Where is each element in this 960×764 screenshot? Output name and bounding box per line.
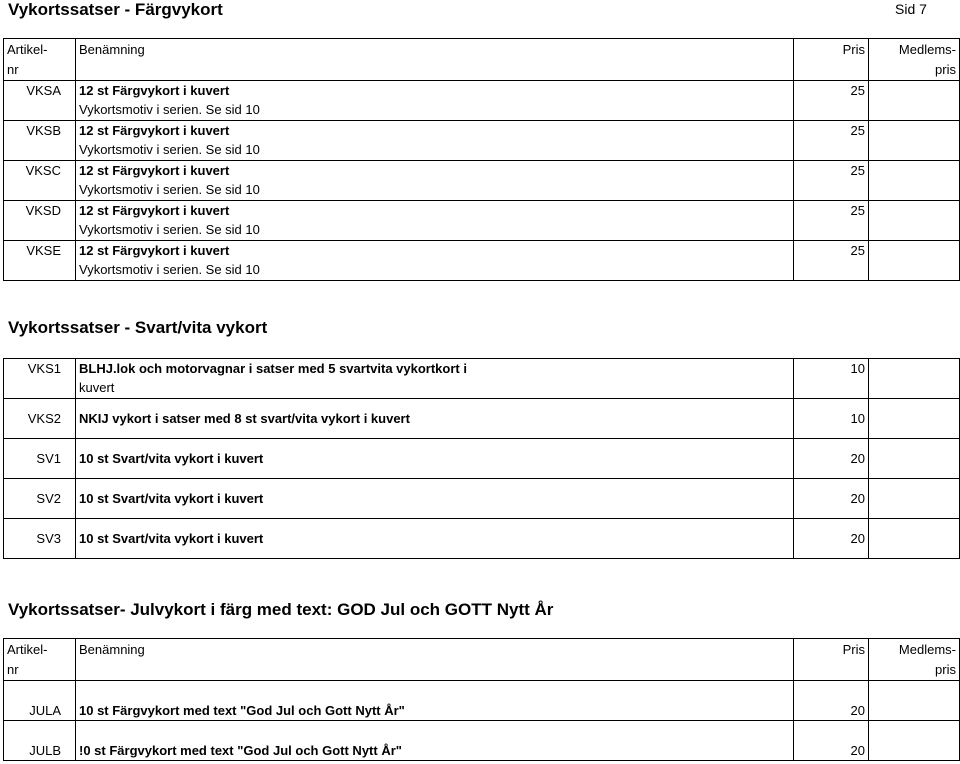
product-subtext: Vykortsmotiv i serien. Se sid 10 — [79, 102, 260, 117]
member-price — [869, 241, 960, 281]
article-number: SV1 — [4, 439, 76, 479]
article-number: SV3 — [4, 519, 76, 559]
product-description — [76, 201, 794, 241]
table-row — [4, 721, 960, 761]
column-header-medlemspris — [869, 39, 960, 81]
article-number: JULB — [4, 721, 76, 761]
product-description — [76, 121, 794, 161]
column-header-artikelnr-line1: Artikel- — [7, 642, 48, 657]
product-name: 10 st Svart/vita vykort i kuvert — [79, 491, 264, 506]
product-table-svartvita — [3, 358, 960, 559]
price: 25 — [794, 121, 869, 161]
product-name: !0 st Färgvykort med text "God Jul och Gott Nytt År" — [79, 743, 402, 758]
product-subtext: Vykortsmotiv i serien. Se sid 10 — [79, 222, 260, 237]
product-subtext: Vykortsmotiv i serien. Se sid 10 — [79, 262, 260, 277]
price: 25 — [794, 81, 869, 121]
table-row — [4, 201, 960, 241]
article-number: VKS2 — [4, 399, 76, 439]
column-header-artikelnr-line2: nr — [7, 62, 19, 77]
product-description — [76, 681, 794, 721]
column-header-artikelnr-line2: nr — [7, 662, 19, 677]
product-name: 12 st Färgvykort i kuvert — [79, 203, 230, 218]
column-header-medlemspris-line1: Medlems- — [898, 42, 956, 57]
article-number: JULA — [4, 681, 76, 721]
price: 25 — [794, 201, 869, 241]
article-number: VKS1 — [4, 359, 76, 399]
price: 10 — [794, 399, 869, 439]
price: 25 — [794, 161, 869, 201]
section-title-julvykort: Vykortssatser- Julvykort i färg med text: GOD Jul och GOTT Nytt År — [8, 600, 554, 619]
product-name: BLHJ.lok och motorvagnar i satser med 5 svartvita vykortkort i — [79, 361, 467, 376]
table-row — [4, 399, 960, 439]
member-price — [869, 161, 960, 201]
table-row — [4, 681, 960, 721]
product-name: 12 st Färgvykort i kuvert — [79, 243, 230, 258]
column-header-pris: Pris — [794, 39, 869, 81]
column-header-medlemspris-line1: Medlems- — [898, 642, 956, 657]
member-price — [869, 519, 960, 559]
article-number: VKSD — [4, 201, 76, 241]
table-row — [4, 519, 960, 559]
price: 10 — [794, 359, 869, 399]
product-subtext: kuvert — [79, 380, 115, 395]
page-title: Vykortssatser - Färgvykort — [8, 0, 223, 19]
product-table-julvykort — [3, 638, 960, 761]
column-header-medlemspris — [869, 639, 960, 681]
article-number: VKSE — [4, 241, 76, 281]
product-description — [76, 721, 794, 761]
product-name: 12 st Färgvykort i kuvert — [79, 163, 230, 178]
price: 20 — [794, 439, 869, 479]
column-header-benamning: Benämning — [76, 39, 794, 81]
column-header-pris: Pris — [794, 639, 869, 681]
table-row — [4, 241, 960, 281]
article-number: VKSB — [4, 121, 76, 161]
member-price — [869, 399, 960, 439]
table-row — [4, 161, 960, 201]
column-header-artikelnr — [4, 639, 76, 681]
article-number: VKSC — [4, 161, 76, 201]
product-subtext: Vykortsmotiv i serien. Se sid 10 — [79, 142, 260, 157]
page-number: Sid 7 — [895, 1, 927, 17]
product-description — [76, 479, 794, 519]
product-description — [76, 241, 794, 281]
product-name: NKIJ vykort i satser med 8 st svart/vita vykort i kuvert — [79, 411, 410, 426]
product-subtext: Vykortsmotiv i serien. Se sid 10 — [79, 182, 260, 197]
product-description — [76, 519, 794, 559]
product-description — [76, 439, 794, 479]
product-name: 12 st Färgvykort i kuvert — [79, 83, 230, 98]
table-row — [4, 439, 960, 479]
product-description — [76, 399, 794, 439]
table-row — [4, 479, 960, 519]
column-header-artikelnr — [4, 39, 76, 81]
price: 25 — [794, 241, 869, 281]
column-header-medlemspris-line2: pris — [935, 662, 956, 677]
product-name: 12 st Färgvykort i kuvert — [79, 123, 230, 138]
column-header-medlemspris-line2: pris — [935, 62, 956, 77]
member-price — [869, 479, 960, 519]
product-description — [76, 81, 794, 121]
product-description — [76, 161, 794, 201]
price: 20 — [794, 721, 869, 761]
product-name: 10 st Färgvykort med text "God Jul och Gott Nytt År" — [79, 703, 405, 718]
table-row — [4, 81, 960, 121]
article-number: SV2 — [4, 479, 76, 519]
member-price — [869, 681, 960, 721]
member-price — [869, 721, 960, 761]
column-header-artikelnr-line1: Artikel- — [7, 42, 48, 57]
member-price — [869, 121, 960, 161]
member-price — [869, 359, 960, 399]
price: 20 — [794, 479, 869, 519]
product-table-fargvykort — [3, 38, 960, 281]
product-description — [76, 359, 794, 399]
table-row — [4, 359, 960, 399]
article-number: VKSA — [4, 81, 76, 121]
price: 20 — [794, 519, 869, 559]
product-name: 10 st Svart/vita vykort i kuvert — [79, 451, 264, 466]
price: 20 — [794, 681, 869, 721]
member-price — [869, 201, 960, 241]
product-name: 10 st Svart/vita vykort i kuvert — [79, 531, 264, 546]
member-price — [869, 439, 960, 479]
column-header-benamning: Benämning — [76, 639, 794, 681]
table-row — [4, 121, 960, 161]
member-price — [869, 81, 960, 121]
section-title-svartvita: Vykortssatser - Svart/vita vykort — [8, 318, 268, 337]
